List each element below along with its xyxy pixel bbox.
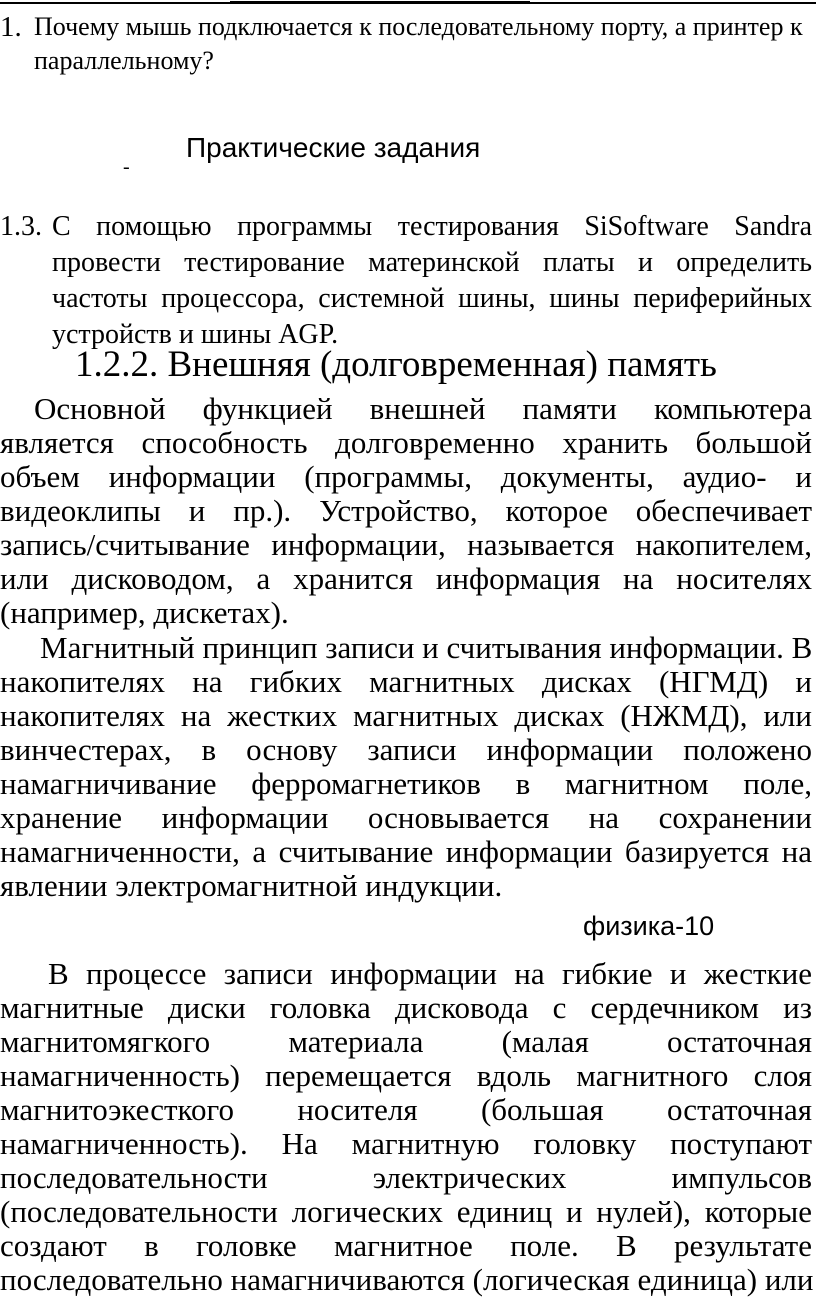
paragraph-1-line: видеоклипы и пр.). Устройство, которое обеспечивает [0, 493, 812, 528]
paragraph-3-line: магнитоэкесткого носителя (большая остаточная [0, 1092, 812, 1127]
paragraph-1-line: или дисководом, а хранится информация на носителях [0, 561, 812, 596]
question-line-2: параллельному? [34, 46, 214, 75]
paragraph-2-line: явлении электромагнитной индукции. [0, 868, 503, 903]
paragraph-1-line: является способность долговременно хранить большой [0, 425, 812, 460]
paragraph-3-line: магнитомягкого материала (малая остаточная [0, 1024, 812, 1059]
paragraph-1-line: Основной функцией внешней памяти компьютера [34, 391, 812, 426]
paragraph-2-line: накопителях на жестких магнитных дисках (НЖМД), или [0, 698, 812, 733]
paragraph-3-line: последовательности электрических импульсов [0, 1160, 812, 1195]
paragraph-3-line: создают в головке магнитное поле. В результате [0, 1228, 812, 1263]
paragraph-2-line: хранение информации основывается на сохранении [0, 800, 812, 835]
paragraph-1 [0, 392, 812, 630]
margin-note: физика-10 [583, 911, 715, 941]
paragraph-3-line: намагниченность) перемещается вдоль магнитного слоя [0, 1058, 812, 1093]
top-rule [0, 2, 816, 4]
paragraph-2-line: накопителях на гибких магнитных дисках (НГМД) и [0, 664, 812, 699]
paragraph-2-line: намагничивание ферромагнетиков в магнитном поле, [0, 766, 812, 801]
paragraph-1-line: объем информации (программы, документы, аудио- и [0, 459, 812, 494]
paragraph-3-line: последовательно намагничиваются (логическая единица) или [0, 1262, 814, 1297]
paragraph-1-line: запись/считывание информации, называется накопителем, [0, 527, 812, 562]
top-rule-thick-segment [230, 1, 530, 4]
paragraph-2 [0, 631, 812, 903]
practice-title: Практические задания [186, 132, 481, 163]
paragraph-3-line: магнитные диски головка дисковода с сердечником из [0, 990, 812, 1025]
section-title: 1.2.2. Внешняя (долговременная) память [75, 344, 717, 385]
dash-mark: - [123, 156, 130, 178]
paragraph-1-line: (например, дискетах). [0, 595, 289, 630]
task-text: С помощью программы тестирования SiSoftware Sandra провести тестирование материнской платы и определить частоты процессора, системной шины, шины периферийных устройств и шины AGP. [52, 211, 812, 350]
paragraph-2-line: намагниченности, а считывание информации базируется на [0, 834, 812, 869]
paragraph-2-line: Магнитный принцип записи и считывания информации. В [40, 630, 813, 665]
paragraph-3 [0, 957, 812, 1297]
paragraph-3-line: (последовательности логических единиц и нулей), которые [0, 1194, 812, 1229]
task-number: 1.3. [0, 211, 42, 242]
question-1 [0, 10, 806, 78]
question-line-1: Почему мышь подключается к последовательному порту, а принтер к [34, 12, 803, 41]
task-1-3 [0, 209, 812, 353]
question-number: 1. [0, 11, 22, 43]
paragraph-3-line: В процессе записи информации на гибкие и жесткие [48, 956, 812, 991]
paragraph-3-line: намагниченность). На магнитную головку поступают [0, 1126, 812, 1161]
paragraph-2-line: винчестерах, в основу записи информации положено [0, 732, 812, 767]
